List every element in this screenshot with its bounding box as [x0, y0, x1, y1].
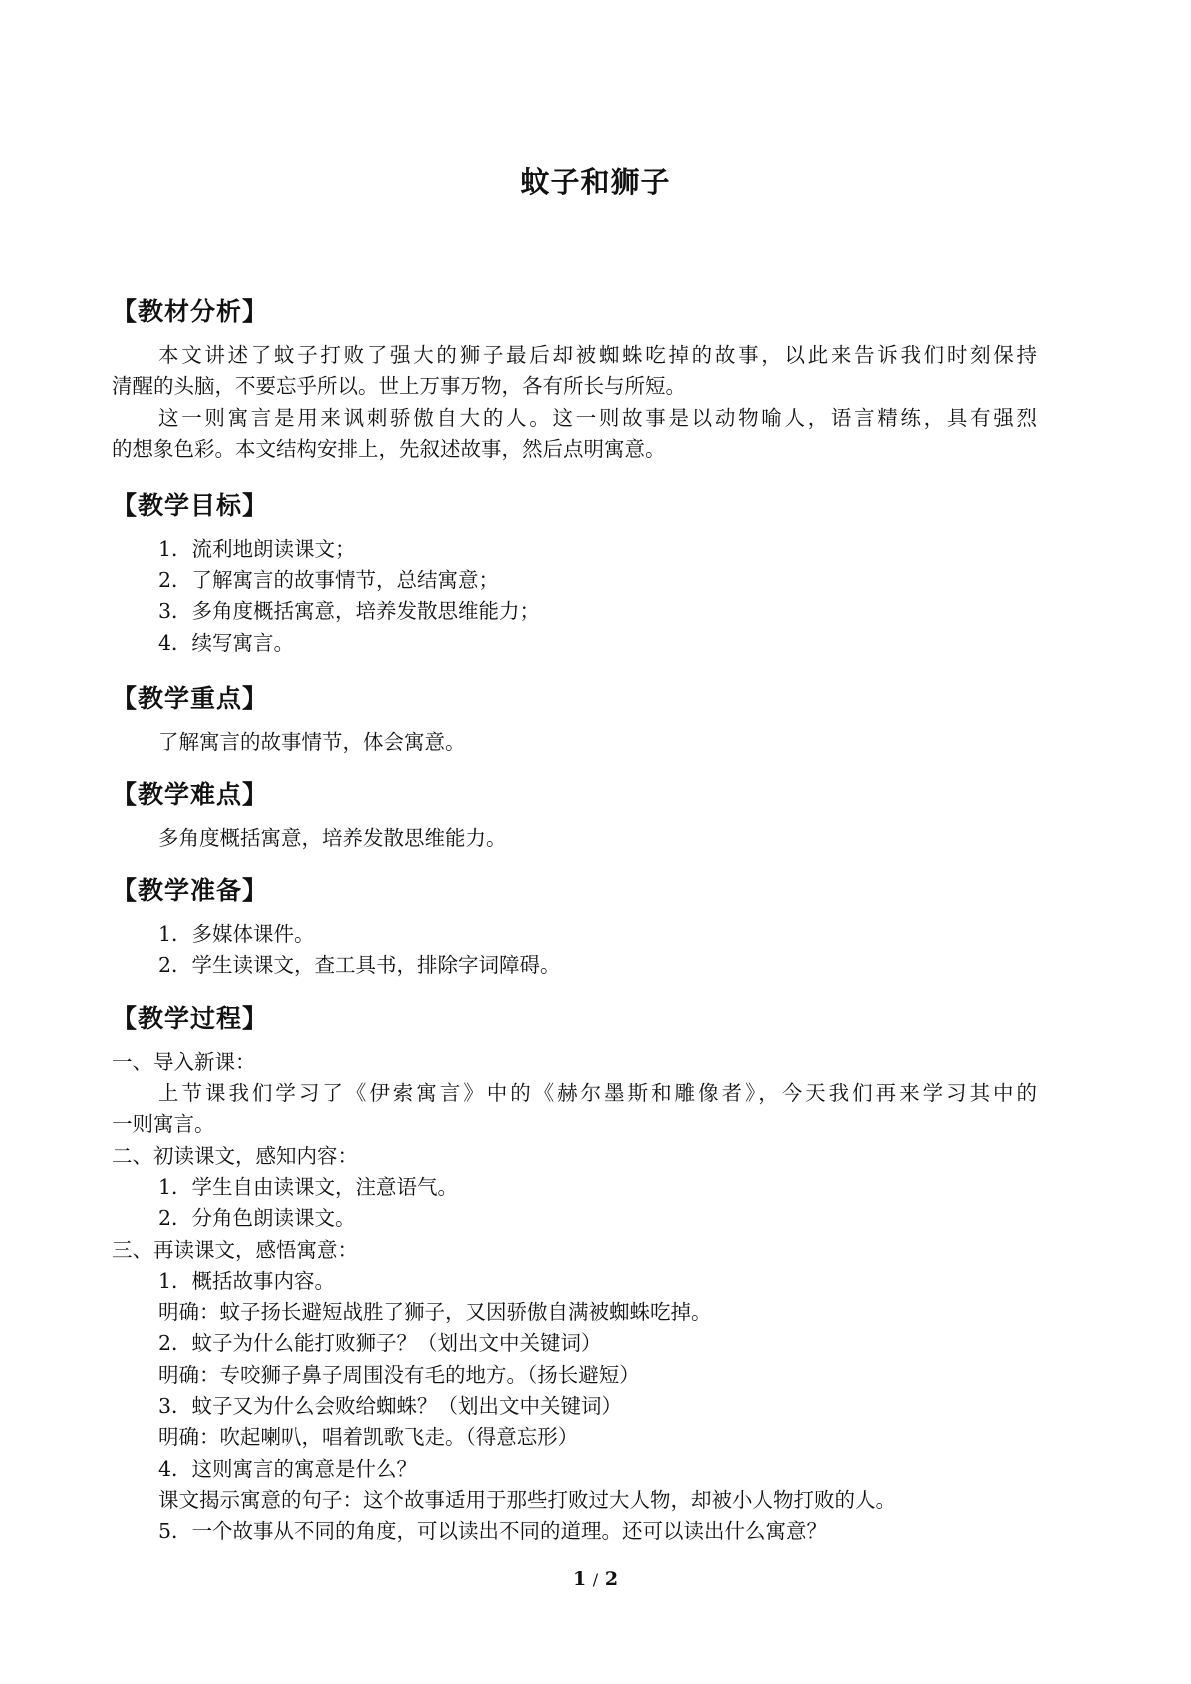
analysis-paragraph-1-line-1: 本文讲述了蚊子打败了强大的狮子最后却被蜘蛛吃掉的故事，以此来告诉我们时刻保持 — [158, 343, 1037, 367]
page-number-total: 2 — [604, 1568, 619, 1590]
section-heading-key-points: 【教学重点】 — [112, 684, 269, 713]
preparation-item: 1．多媒体课件。 — [158, 922, 315, 946]
goal-item: 3．多角度概括寓意，培养发散思维能力； — [158, 599, 541, 623]
page-number — [0, 1568, 1191, 1590]
goal-item: 4．续写寓言。 — [158, 631, 295, 655]
process-step3-line: 课文揭示寓意的句子：这个故事适用于那些打败过大人物，却被小人物打败的人。 — [158, 1488, 896, 1512]
analysis-paragraph-2-line-1: 这一则寓言是用来讽刺骄傲自大的人。这一则故事是以动物喻人，语言精练，具有强烈 — [158, 406, 1037, 430]
process-step-heading: 一、导入新课： — [112, 1050, 256, 1074]
section-heading-analysis: 【教材分析】 — [112, 297, 269, 326]
page-number-separator: / — [592, 1570, 599, 1589]
process-step2-item: 1．学生自由读课文，注意语气。 — [158, 1175, 459, 1199]
difficulties-text: 多角度概括寓意，培养发散思维能力。 — [158, 826, 507, 850]
section-heading-difficulties: 【教学难点】 — [112, 780, 269, 809]
page-number-current: 1 — [572, 1568, 587, 1590]
process-step3-line: 3．蚊子又为什么会败给蜘蛛？（划出文中关键词） — [158, 1394, 623, 1418]
goal-item: 2．了解寓言的故事情节，总结寓意； — [158, 568, 500, 592]
process-step3-line: 明确：吹起喇叭，唱着凯歌飞走。（得意忘形） — [158, 1425, 579, 1449]
process-step3-line: 明确：蚊子扬长避短战胜了狮子，又因骄傲自满被蜘蛛吃掉。 — [158, 1300, 712, 1324]
process-step3-line: 1．概括故事内容。 — [158, 1269, 336, 1293]
page-title: 蚊子和狮子 — [520, 165, 671, 199]
process-step3-line: 明确：专咬狮子鼻子周围没有毛的地方。（扬长避短） — [158, 1363, 640, 1387]
process-step2-item: 2．分角色朗读课文。 — [158, 1206, 356, 1230]
analysis-paragraph-2-line-2: 的想象色彩。本文结构安排上，先叙述故事，然后点明寓意。 — [112, 437, 666, 461]
process-step3-line: 5．一个故事从不同的角度，可以读出不同的道理。还可以读出什么寓意？ — [158, 1519, 828, 1543]
process-step3-line: 4．这则寓言的寓意是什么？ — [158, 1457, 418, 1481]
section-heading-process: 【教学过程】 — [112, 1004, 269, 1033]
analysis-paragraph-1-line-2: 清醒的头脑，不要忘乎所以。世上万事万物，各有所长与所短。 — [112, 374, 686, 398]
preparation-item: 2．学生读课文，查工具书，排除字词障碍。 — [158, 953, 561, 977]
process-step1-line-2: 一则寓言。 — [112, 1112, 215, 1136]
process-step-heading: 二、初读课文，感知内容： — [112, 1144, 358, 1168]
section-heading-preparation: 【教学准备】 — [112, 876, 269, 905]
section-heading-goals: 【教学目标】 — [112, 491, 269, 520]
process-step1-line-1: 上节课我们学习了《伊索寓言》中的《赫尔墨斯和雕像者》，今天我们再来学习其中的 — [158, 1081, 1037, 1105]
key-points-text: 了解寓言的故事情节，体会寓意。 — [158, 730, 466, 754]
goal-item: 1．流利地朗读课文； — [158, 537, 356, 561]
process-step3-line: 2．蚊子为什么能打败狮子？（划出文中关键词） — [158, 1331, 602, 1355]
process-step-heading: 三、再读课文，感悟寓意： — [112, 1238, 358, 1262]
